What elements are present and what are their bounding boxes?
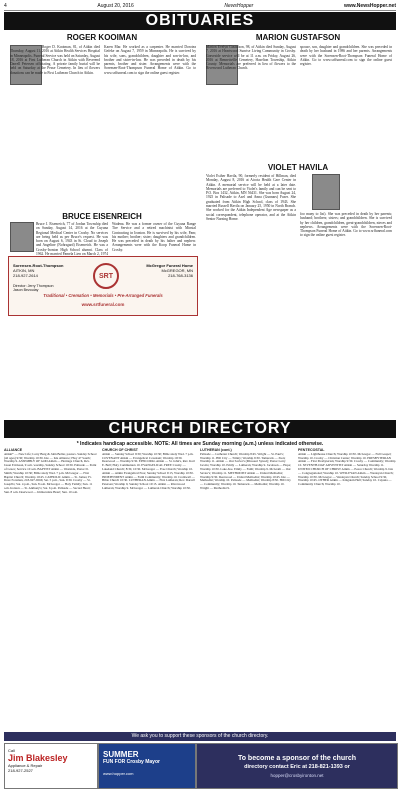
obit-text: Wadena. He was a former owner of the Cuyuna Range Tire Service and a retired machinist with Minstal Contracting in Ironton. He is survived by his wife, Pam; his mother; brother; sister; daughters and grandchildren. He was preceded in death by his father and nephew. Arrangements were with the Koop Funeral Home in Crosby.	[112, 222, 196, 252]
page-header	[4, 2, 396, 11]
directory-column	[298, 449, 396, 731]
ad-subtitle: FUN FOR Crosby Mayor	[103, 759, 160, 765]
funeral-home-name: Sorensen-Root-Thompson	[13, 263, 64, 268]
obit-name: ROGER KOOIMAN	[66, 33, 138, 42]
obit-name: BRUCE EISENREICH	[62, 212, 142, 221]
directory-note: * Indicates handicap accessible. NOTE: All times are Sunday morning (a.m.) unless indicated otherwise.	[76, 441, 324, 447]
funeral-home-name: McGregor Funeral Home	[146, 263, 193, 268]
funeral-home-tagline: Traditional • Cremation • Memorials • Pre-Arranged Funerals	[43, 293, 163, 298]
funeral-home-city: McGREGOR, MN	[161, 268, 193, 273]
directory-column	[4, 449, 97, 731]
summer-fun-ad[interactable]	[98, 743, 196, 789]
obit-name: MARION GUSTAFSON	[255, 33, 341, 42]
director-label: Director: Jerry Thompson	[13, 284, 54, 288]
director-name: Jason Bezoulay	[13, 288, 39, 292]
sponsor-email[interactable]: hopper@crosbyironton.net	[270, 772, 324, 778]
obit-text: spouse, son, daughter and grandchildren. She was preceded in death by her husband in 1986 and her parents. Arrangements were with the Sorensen-Root-Thompson Funeral Home of Aitkin. Go to www.srffuneral.com to sign the online guest register.	[300, 45, 392, 67]
obit-text: Marion Evelyn Gustafson, 98, of Aitkin died Sunday, August 7, 2016 at Heartwood Sunrise Living Community in Crosby. Graveside service will be at 11 a.m. on Friday, August 26, 2016 at Bennettville Cemetery, Haselton Township, Aitkin County. Memorials are preferred in lieu of flowers to the Riverwood Lutheran Church.	[206, 45, 296, 71]
blakesley-ad[interactable]	[4, 743, 98, 789]
directory-column	[200, 449, 293, 731]
directory-listing: Palisade — Lutheran Church; Worship 8:45. Wright — St. Paul's; Worship 11. Hill City — Trinity; Worship 9:30. Tamarack — Zion; Worship 11. Aitkin — Our Savior's (Missouri Synod); Pastor Larry Jacobs; Worship 10. Emily — Lutheran; Worship 9. Jacobson — Hope; Worship 10:30. Lake Ave. Emily — Faith; Worship 9. McGrath — Our Savior's; Worship 11. METHODIST Aitkin — United Methodist; Worship 9:30. Deerwood — United Methodist; Worship 10:45. Isle — Methodist; Worship 10. Palisade — Methodist; Worship 8:30. Hill City — Community; Worship 10. Tamarack — Methodist; Worship 10. Wright — Methodist 9.	[200, 451, 292, 490]
obituaries-banner: OBITUARIES	[4, 12, 396, 30]
page-number: 4	[4, 3, 7, 9]
obit-name: VIOLET HAVILA	[267, 163, 329, 172]
directory-heading: LUTHERAN (cont.)	[200, 448, 232, 452]
srt-logo: SRT	[93, 263, 119, 289]
funeral-home-city: AITKIN, MN	[13, 268, 35, 273]
funeral-home-phone: 218-768-3136	[168, 273, 193, 278]
obit-text: Bruce J. Eisenreich, 77 of Jordan Township died on Sunday, August 14, 2016 at the Cuyuna Regional Medical Center in Crosby. No services are being held as per Bruce's request. He was born on August 6, 1943 in St. Cloud to Joseph and Angeline (Nohrsgard) Eisenreich. He was a Crosby-Ironton High School alumni. Class of 1962. He married Pamela Lien on March 2, 1974	[36, 222, 108, 257]
ad-call: Call	[8, 748, 15, 753]
ad-name: Jim Blakesley	[8, 753, 68, 763]
ad-title: SUMMER	[103, 750, 139, 759]
obit-photo	[312, 174, 340, 210]
funeral-home-ad[interactable]	[8, 256, 198, 316]
ad-url: www.hopper.com	[103, 771, 134, 776]
sponsor-support-note: We ask you to support these sponsors of the church directory.	[4, 732, 396, 741]
sponsor-line-1: To become a sponsor of the church	[237, 754, 357, 762]
page-date: August 20, 2016	[97, 3, 134, 9]
paper-name: NewsHopper	[224, 3, 254, 9]
obit-text: Roger D. Kooiman, 81, of Aitkin died Thursday, August 11, 2016 at Aitkin Health Services Hospital in Minneapolis. Funeral Service was held on Saturday, August 18, 2016 at First Lutheran Church in Aitkin with Reverend Darrell Petersen officiating. A private family burial will be held on Saturday at the Pease Cemetery. In lieu of flowers donations can be made to First Lutheran Church in Aitkin.	[10, 45, 100, 75]
become-sponsor-ad[interactable]	[196, 743, 398, 789]
directory-heading: PENTECOSTAL	[298, 448, 325, 452]
directory-heading: ALLIANCE	[4, 448, 23, 452]
directory-listing: Aitkin — Sunday School 9:30; Worship 10:30; Bible study Wed. 7 p.m. COVENANT Aitkin — Evangelical Covenant; Worship 10:30. Deerwood — Worship 9:30. EPISCOPAL Aitkin — St. John's, Rev. Karl E. Bell; Holy Communion 10. EVANGELICAL FREE Crosby — Lakeland Church; 8:30, 10:30. McGregor — Free Church; Worship 10. Aitkin — Aitkin Evangelical Free; Sunday School 9:15, Worship 10:30. INDEPENDENT Aitkin — Faith Community; Worship 10. Cromwell — Bible Church 10:30. LUTHERAN Aitkin — First Lutheran; Rev. Darrell Petersen; Worship 9, Sunday School 10:15. Aitkin — Riverwood Lutheran; Worship 9. McGregor — Lutheran Church; Worship 10:30.	[102, 451, 195, 490]
obit-text: Karen Mar. He worked as a carpenter. He married Dorotea Gefeke on August 7, 1959 in Minneapolis. He is survived by his wife, sons, grandchildren, daughter and son-in-law, and brother and sister-in-law. He was preceded in death by his parents, brother and sister. Arrangements were with the Sorensen-Root-Thompson Funeral Home of Aitkin. Go to www.srffuneral.com to sign the online guest register.	[104, 45, 196, 75]
ad-phone: 218-927-2527	[8, 768, 33, 773]
church-directory-banner: CHURCH DIRECTORY	[4, 420, 396, 438]
directory-listing: Aitkin* — New Life; Larry Burg & John Beller, pastors. Sunday School (all ages) 9:30; Worship 10:30. Isle — Isle Alliance; Hwy 47 South; Worship 9. ASSEMBLY OF GOD Aitkin — Heritage Church, Rev. Jason Erickson, 9 a.m. worship, Sunday School 10:30. Palisade — Point of Grace; Service 10 a.m. BAPTIST Aitkin — Westside, Pastor D. Smith; Worship 10:30; Bible study Wed. 7 p.m. McGregor — First Baptist Church; Worship 10:45. CATHOLIC Aitkin — St. James; Fr. Dave Forsman, 218-927-6566; Sat. 5 p.m., Sun. 9:30. Crosby — St. Joseph's; Sat. 4 p.m., Sun. 8 a.m. McGregor — Holy Family; Sun. 11 a.m. Ironton — St. Anthony's; Sat. 6 p.m. Palisade — Sacred Heart; Sun. 8 a.m. Deerwood — Immaculate Heart; Sun. 10 a.m.	[4, 451, 97, 494]
site-url[interactable]: www.NewsHopper.net	[343, 3, 396, 9]
sponsor-line-2: directory contact Eric at 218-821-1393 or	[244, 763, 350, 770]
directory-column	[102, 449, 195, 731]
funeral-home-phone: 218-927-2614	[13, 273, 38, 278]
directory-listing: Aitkin — Lighthouse Church; Worship 10:30. McGregor — Full Gospel; Worship 10. Crosby — Christian Center; Worship 10. PRESBYTERIAN Aitkin — First Presbyterian; Worship 9:30. Crosby — Community; Worship 10. SEVENTH-DAY ADVENTIST Aitkin — Saturday Worship 11. UNITED CHURCH OF CHRIST Aitkin — Peace Church; Worship 9. Isle — Congregational; Worship 10. WESLEYAN Aitkin — Wesleyan Church; Worship 10:30. McGregor — Wesleyan Church; Sunday School 9:30, Worship 10:45. OTHER Aitkin — Kingdom Hall; Sunday 10. Cuyuna — Community Church; Worship 10.	[298, 451, 396, 487]
obit-text: foo many to list). She was preceded in death by her parents; husband; brothers; sisters; and grandchildren. She is survived by her children, grandchildren, great-grandchildren, nieces and nephews. Arrangements were with the Sorensen-Root-Thompson Funeral Home of Aitkin. Go to www.srffuneral.com to sign the online guest register.	[300, 212, 392, 238]
ad-line: Appliance & Repair	[8, 763, 43, 768]
obit-text: Violet Esther Havila, 90, formerly resident of Hillman, died Monday, August 8, 2016 at Aicota Health Care Center in Aitkin. A memorial service will be held at a later date. Memorials are preferred to Violet's family and can be sent to P.O. Box 1432, Aitkin, MN 56431. She was born August 24, 1925 in Palisade to Axel and Anna (Gunnars) Fuser. She graduated from Aitkin High School, class of 1943. She married Russell Havila on January 25, 1950 in North Branch. She worked for the Aitkin Independent Age newspaper as a social correspondent, telephone operator, and at the Aitkin Senior Nursing Home.	[206, 174, 296, 221]
funeral-home-url[interactable]: www.srtfuneral.com	[81, 302, 125, 307]
directory-heading: CHURCH OF CHRIST	[102, 448, 138, 452]
obit-photo	[10, 222, 34, 252]
